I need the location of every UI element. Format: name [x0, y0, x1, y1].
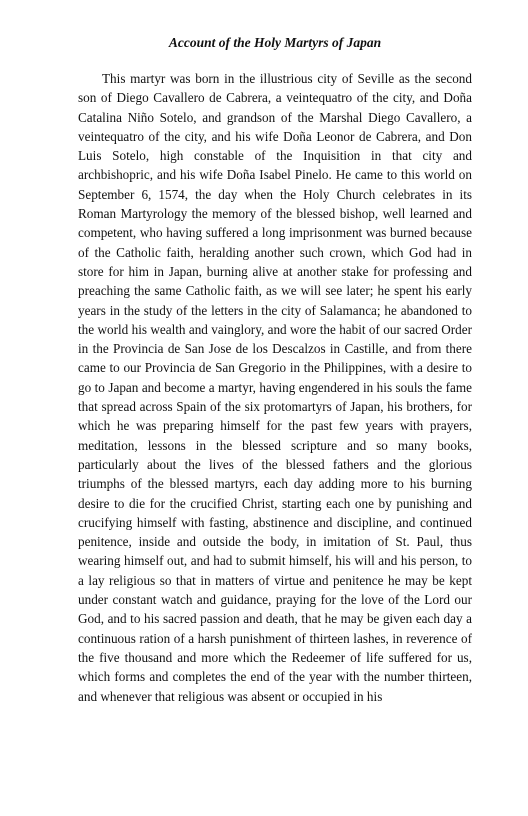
document-title: Account of the Holy Martyrs of Japan	[168, 35, 382, 50]
body-paragraph: This martyr was born in the illustrious city of Seville as the second son of Diego Cavallero de Cabrera, a veintequatro of the city, and Doña Catalina Niño Sotelo, and grandson of the Marshal Diego Cavallero, a veintequatro of the city, and his wife Doña Leonor de Cabrera, and Don Luis Sotelo, high constable of the Inquisition in that city and archbishopric, and his wife Doña Isabel Pinelo. He came to this world on September 6, 1574, the day when the Holy Church celebrates in its Roman Martyrology the memory of the blessed bishop, well learned and competent, who having suffered a long imprisonment was burned because of the Catholic faith, heralding another such crown, which God had in store for him in Japan, burning alive at another stake for professing and preaching the same Catholic faith, as we will see later; he spent his early years in the study of the letters in the city of Salamanca; he abandoned to the world his wealth and vainglory, and wore the habit of our sacred Order in the Provincia de San Jose de los Descalzos in Castille, and from there came to our Provincia de San Gregorio in the Philippines, with a desire to go to Japan and become a martyr, having engendered in his souls the fame that spread across Spain of the six protomartyrs of Japan, his brothers, for which he was preparing himself for the past few years with prayers, meditation, lessons in the blessed scripture and so many books, particularly about the lives of the blessed fathers and the glorious triumphs of the blessed martyrs, each day adding more to his burning desire to die for the crucified Christ, starting each one by punishing and crucifying himself with fasting, abstinence and discipline, and continued penitence, inside and outside the body, in imitation of St. Paul, thus wearing himself out, and had to submit himself, his will and his person, to a lay religious so that in matters of virtue and penitence he may be kept under constant watch and guidance, praying for the love of the Lord our God, and to his sacred passion and death, that he may be given each day a continuous ration of a harsh punishment of thirteen lashes, in reverence of the five thousand and more which the Redeemer of life suffered for us, which forms and completes the end of the year with the number thirteen, and whenever that religious was absent or occupied in his	[78, 71, 472, 704]
document-page	[78, 34, 472, 706]
